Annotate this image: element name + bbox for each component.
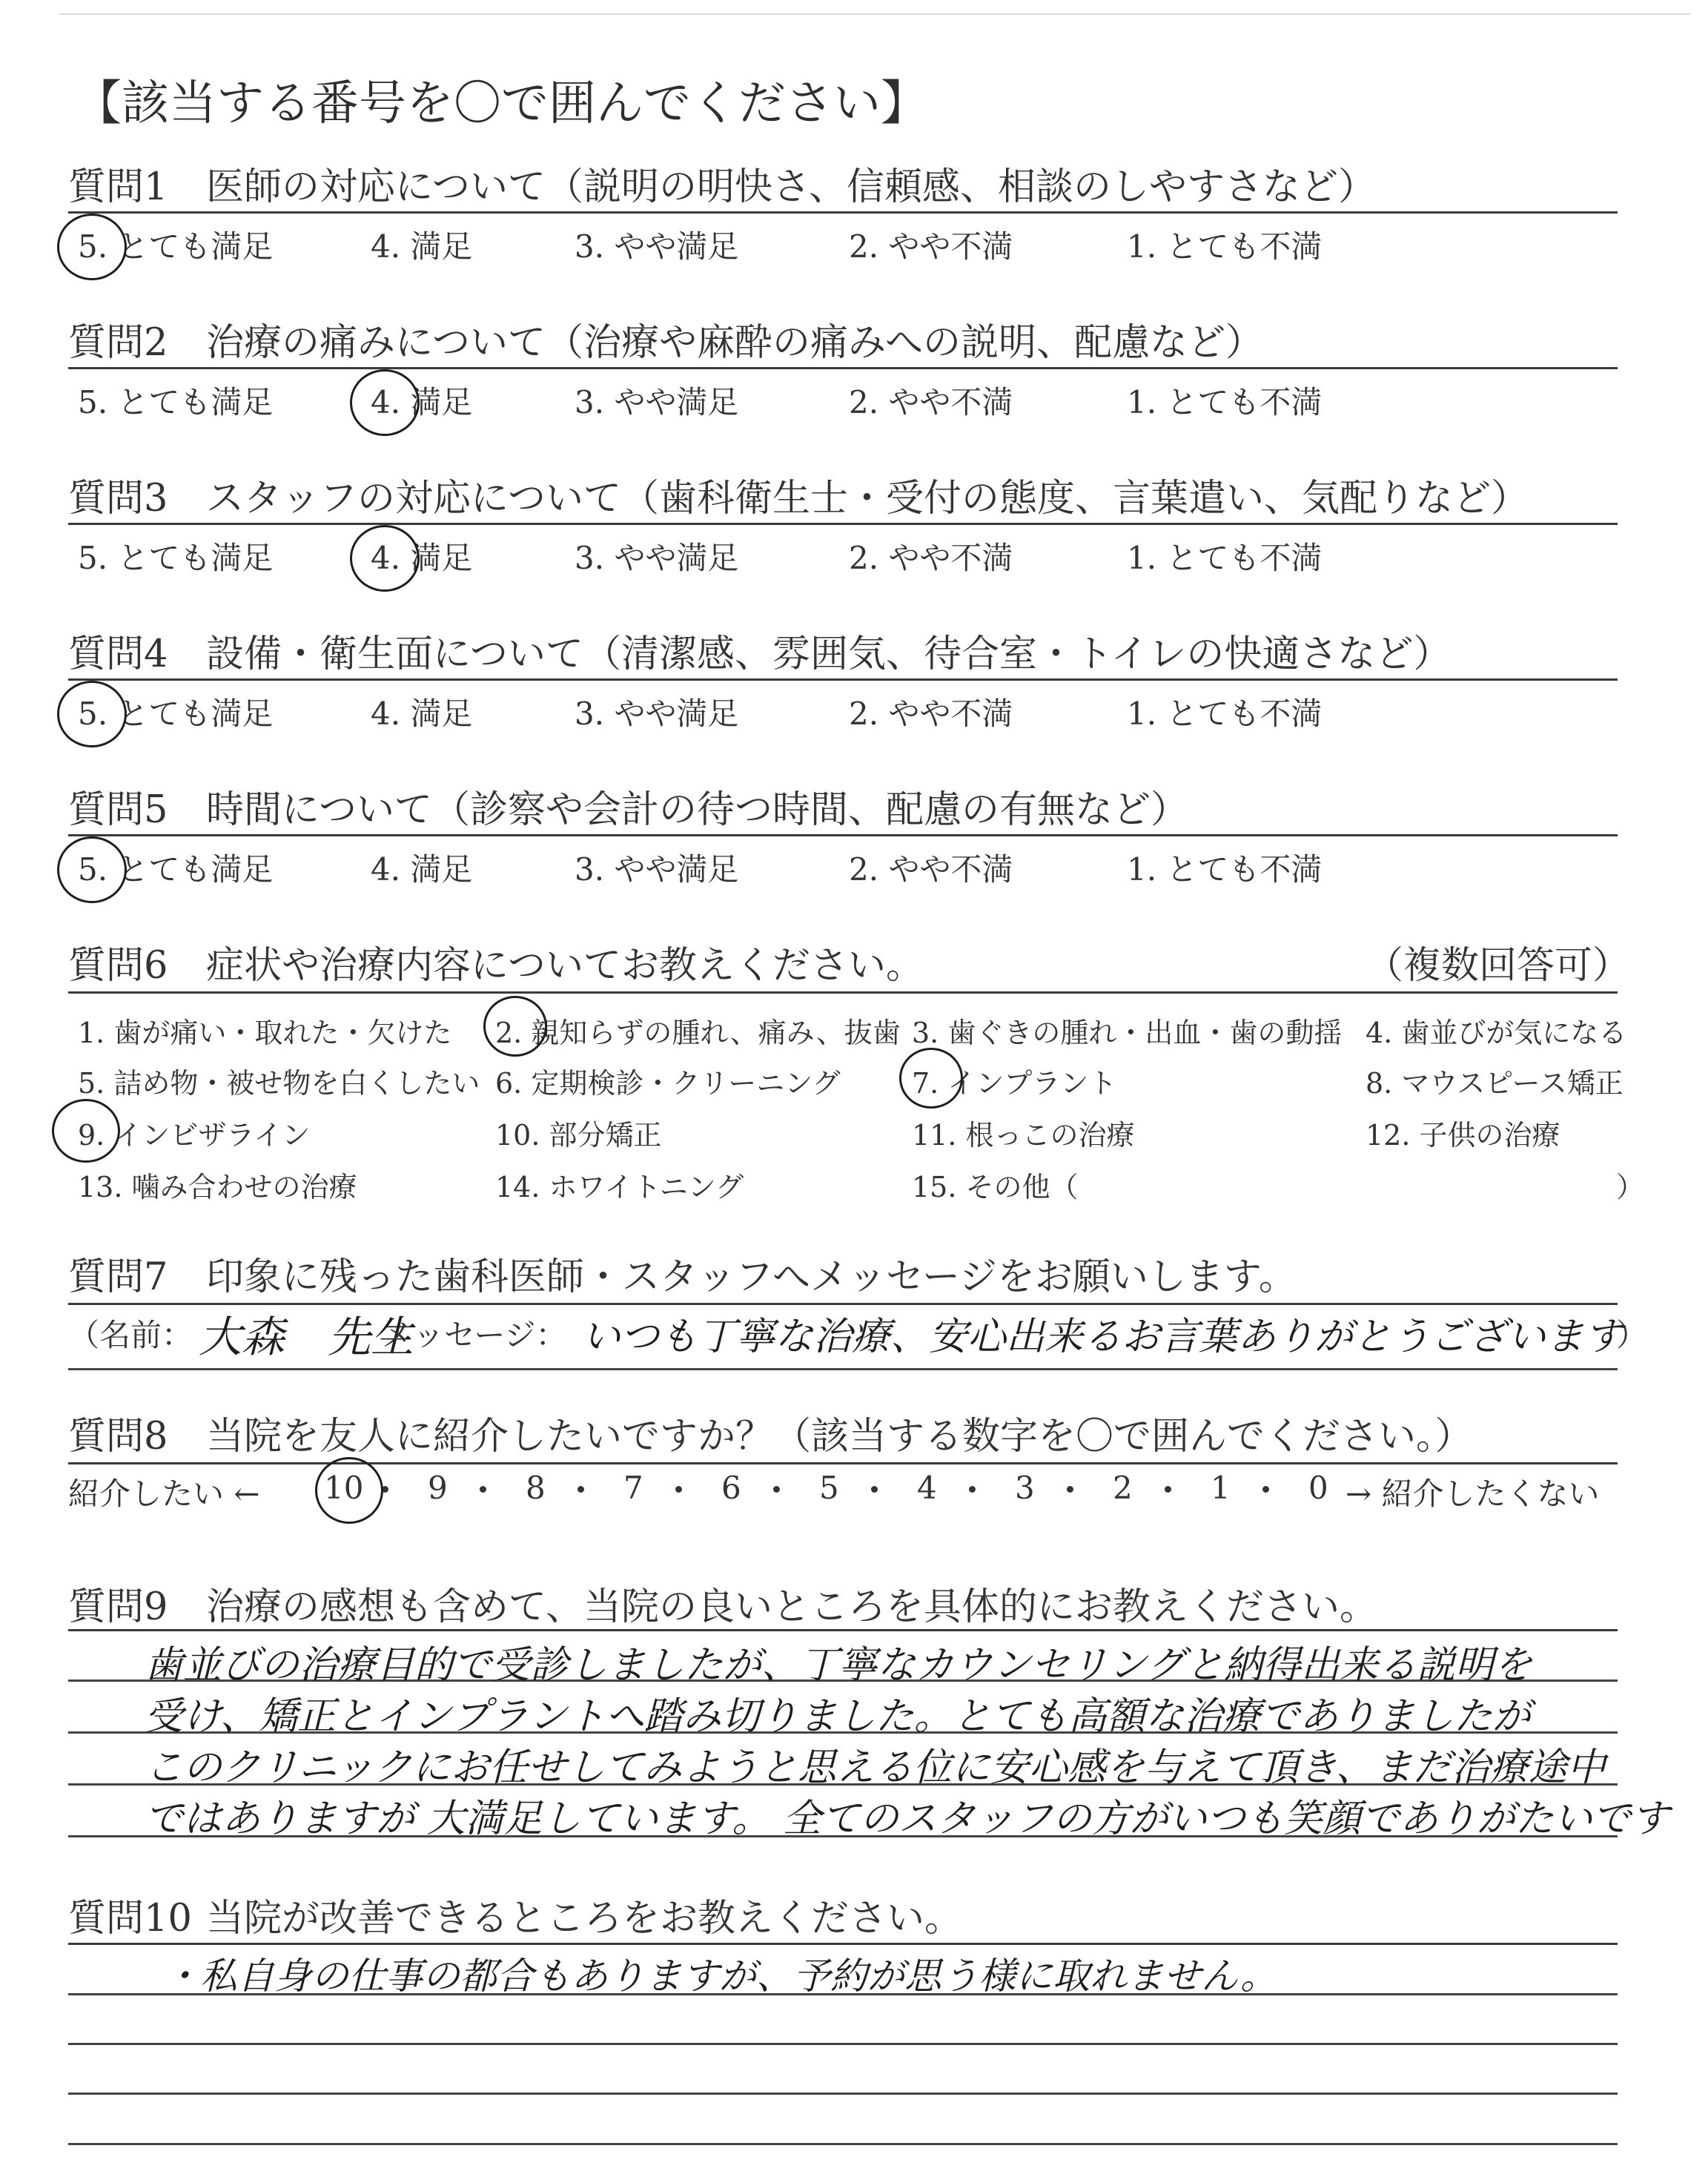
selection-circle-q6-7 — [899, 1048, 963, 1109]
q8-right-label: → 紹介したくない — [1345, 1476, 1600, 1512]
q6-option-15-close: ） — [1616, 1171, 1645, 1203]
q8-scale-value[interactable]: 3 — [1015, 1470, 1035, 1506]
q8-scale-value[interactable]: 10 — [324, 1470, 364, 1506]
q5-option-3[interactable]: 3. やや満足 — [575, 851, 739, 888]
q8-scale-separator — [577, 1486, 584, 1493]
q6-option-3[interactable]: 3. 歯ぐきの腫れ・出血・歯の動揺 — [912, 1017, 1343, 1049]
q10-line-rule — [68, 2093, 1618, 2095]
q3-label: 質問3 — [68, 477, 168, 521]
q6-option-14[interactable]: 14. ホワイトニング — [495, 1171, 744, 1203]
q9-answer-line: 歯並びの治療目的で受診しましたが、丁寧なカウンセリングと納得出来る説明を — [145, 1643, 1533, 1688]
q4-option-2[interactable]: 2. やや不満 — [849, 696, 1013, 732]
q5-label: 質問5 — [68, 788, 168, 832]
q8-scale-value[interactable]: 5 — [819, 1470, 839, 1506]
q8-scale-value[interactable]: 6 — [721, 1470, 741, 1506]
q1-option-1[interactable]: 1. とても不満 — [1127, 228, 1323, 265]
q8-scale-separator — [773, 1486, 780, 1493]
q5-rule — [68, 834, 1618, 836]
q8-scale-separator — [1262, 1486, 1269, 1493]
q8-text: 当院を友人に紹介したいですか？（該当する数字を〇で囲んでください。） — [206, 1415, 1473, 1459]
q1-rule — [68, 211, 1618, 214]
q6-option-2[interactable]: 2. 親知らずの腫れ、痛み、抜歯 — [495, 1017, 901, 1049]
q7-message-value: いつも丁寧な治療、安心出来るお言葉ありがとうございます — [582, 1315, 1623, 1359]
q5-option-4[interactable]: 4. 満足 — [371, 851, 473, 888]
q2-option-1[interactable]: 1. とても不満 — [1127, 384, 1323, 420]
q8-scale-value[interactable]: 8 — [526, 1470, 546, 1506]
scan-edge-line — [59, 13, 1690, 15]
q6-option-10[interactable]: 10. 部分矯正 — [495, 1119, 662, 1152]
q4-option-1[interactable]: 1. とても不満 — [1127, 696, 1323, 732]
q9-rule — [68, 1629, 1618, 1631]
q8-scale-separator — [675, 1486, 682, 1493]
q6-label: 質問6 — [68, 944, 168, 988]
q2-option-3[interactable]: 3. やや満足 — [575, 384, 739, 420]
q8-scale-value[interactable]: 4 — [917, 1470, 937, 1506]
q3-option-2[interactable]: 2. やや不満 — [849, 540, 1013, 576]
q8-scale-separator — [1165, 1486, 1171, 1493]
q6-option-15[interactable]: 15. その他（ — [912, 1171, 1079, 1203]
q5-option-2[interactable]: 2. やや不満 — [849, 851, 1013, 888]
q1-option-4[interactable]: 4. 満足 — [371, 228, 473, 265]
q6-option-7[interactable]: 7. インプラント — [912, 1067, 1117, 1100]
selection-circle-q5 — [57, 836, 127, 903]
q3-option-1[interactable]: 1. とても不満 — [1127, 540, 1323, 576]
q6-option-8[interactable]: 8. マウスピース矯正 — [1366, 1067, 1623, 1100]
q9-answer-line: ではありますが 大満足しています。 全てのスタッフの方がいつも笑顔でありがたいです — [145, 1797, 1669, 1841]
q7-label: 質問7 — [68, 1255, 168, 1299]
q2-option-4[interactable]: 4. 満足 — [371, 384, 473, 420]
q3-option-5[interactable]: 5. とても満足 — [78, 540, 274, 576]
q5-option-1[interactable]: 1. とても不満 — [1127, 851, 1323, 888]
q1-option-5[interactable]: 5. とても満足 — [78, 228, 274, 265]
q10-rule — [68, 1943, 1618, 1945]
q7-close: ） — [1616, 1317, 1648, 1353]
q3-text: スタッフの対応について（歯科衛生士・受付の態度、言葉遣い、気配りなど） — [206, 477, 1529, 521]
q9-answer-line: このクリニックにお任せしてみようと思える位に安心感を与えて頂き、まだ治療途中 — [145, 1745, 1606, 1790]
selection-circle-q6-9 — [52, 1099, 120, 1163]
q8-scale-value[interactable]: 1 — [1211, 1470, 1231, 1506]
q8-scale-value[interactable]: 9 — [428, 1470, 448, 1506]
q8-rule — [68, 1462, 1618, 1464]
q2-option-5[interactable]: 5. とても満足 — [78, 384, 274, 420]
q6-option-4[interactable]: 4. 歯並びが気になる — [1366, 1017, 1627, 1049]
q4-label: 質問4 — [68, 633, 168, 676]
q9-label: 質問9 — [68, 1585, 168, 1629]
q8-scale-separator — [480, 1486, 486, 1493]
q6-option-11[interactable]: 11. 根っこの治療 — [912, 1119, 1135, 1152]
q8-scale-separator — [1067, 1486, 1073, 1493]
q2-text: 治療の痛みについて（治療や麻酔の痛みへの説明、配慮など） — [206, 321, 1263, 365]
q6-option-9[interactable]: 9. インビザライン — [78, 1119, 311, 1152]
q7-name-value: 大森 先生 — [199, 1312, 414, 1362]
q6-option-5[interactable]: 5. 詰め物・被せ物を白くしたい — [78, 1067, 480, 1100]
q8-scale-separator — [969, 1486, 976, 1493]
selection-circle-q2 — [350, 369, 420, 436]
q8-label: 質問8 — [68, 1415, 168, 1459]
q4-option-3[interactable]: 3. やや満足 — [575, 696, 739, 732]
q6-rule — [68, 991, 1618, 994]
selection-circle-q1 — [57, 214, 127, 280]
q6-text: 症状や治療内容についてお教えください。 — [206, 944, 924, 988]
q7-message-label: メッセージ： — [382, 1317, 567, 1353]
q10-label: 質問10 — [68, 1897, 192, 1941]
q4-text: 設備・衛生面について（清潔感、雰囲気、待合室・トイレの快適さなど） — [206, 633, 1452, 676]
q8-scale-value[interactable]: 0 — [1308, 1470, 1328, 1506]
q1-label: 質問1 — [68, 165, 168, 209]
q8-scale-value[interactable]: 2 — [1113, 1470, 1133, 1506]
q5-option-5[interactable]: 5. とても満足 — [78, 851, 274, 888]
q4-rule — [68, 678, 1618, 681]
q4-option-4[interactable]: 4. 満足 — [371, 696, 473, 732]
q1-text: 医師の対応について（説明の明快さ、信頼感、相談のしやすさなど） — [206, 165, 1376, 209]
q7-text: 印象に残った歯科医師・スタッフへメッセージをお願いします。 — [206, 1255, 1297, 1299]
q6-note: （複数回答可） — [1366, 944, 1631, 988]
selection-circle-q6-2 — [483, 996, 547, 1057]
q10-answer-line: ・私自身の仕事の都合もありますが、予約が思う様に取れません。 — [163, 1955, 1277, 1998]
q8-scale-separator — [871, 1486, 878, 1493]
q3-option-3[interactable]: 3. やや満足 — [575, 540, 739, 576]
q1-option-2[interactable]: 2. やや不満 — [849, 228, 1013, 265]
q10-text: 当院が改善できるところをお教えください。 — [206, 1897, 963, 1941]
q2-option-2[interactable]: 2. やや不満 — [849, 384, 1013, 420]
q3-rule — [68, 523, 1618, 525]
q8-left-label: 紹介したい ← — [68, 1476, 260, 1512]
page-title: 【該当する番号を〇で囲んでください】 — [74, 76, 928, 131]
selection-circle-q8-10 — [315, 1457, 383, 1524]
q2-rule — [68, 367, 1618, 369]
q6-option-6[interactable]: 6. 定期検診・クリーニング — [495, 1067, 841, 1100]
q6-option-12[interactable]: 12. 子供の治療 — [1366, 1119, 1560, 1152]
selection-circle-q3 — [350, 525, 420, 592]
q4-option-5[interactable]: 5. とても満足 — [78, 696, 274, 732]
q8-scale-value[interactable]: 7 — [623, 1470, 643, 1506]
q7-answer-rule — [68, 1368, 1618, 1370]
q5-text: 時間について（診察や会計の待つ時間、配慮の有無など） — [206, 788, 1188, 832]
q3-option-4[interactable]: 4. 満足 — [371, 540, 473, 576]
q1-option-3[interactable]: 3. やや満足 — [575, 228, 739, 265]
q2-label: 質問2 — [68, 321, 168, 365]
q6-option-13[interactable]: 13. 噛み合わせの治療 — [78, 1171, 357, 1203]
q7-name-label: （名前： — [68, 1317, 193, 1353]
q9-answer-line: 受け、矯正とインプラントへ踏み切りました。とても高額な治療でありましたが — [145, 1694, 1531, 1739]
selection-circle-q4 — [57, 681, 127, 747]
q9-text: 治療の感想も含めて、当院の良いところを具体的にお教えください。 — [206, 1585, 1377, 1629]
q6-option-1[interactable]: 1. 歯が痛い・取れた・欠けた — [78, 1017, 452, 1049]
q10-line-rule — [68, 2143, 1618, 2145]
q10-line-rule — [68, 2043, 1618, 2045]
